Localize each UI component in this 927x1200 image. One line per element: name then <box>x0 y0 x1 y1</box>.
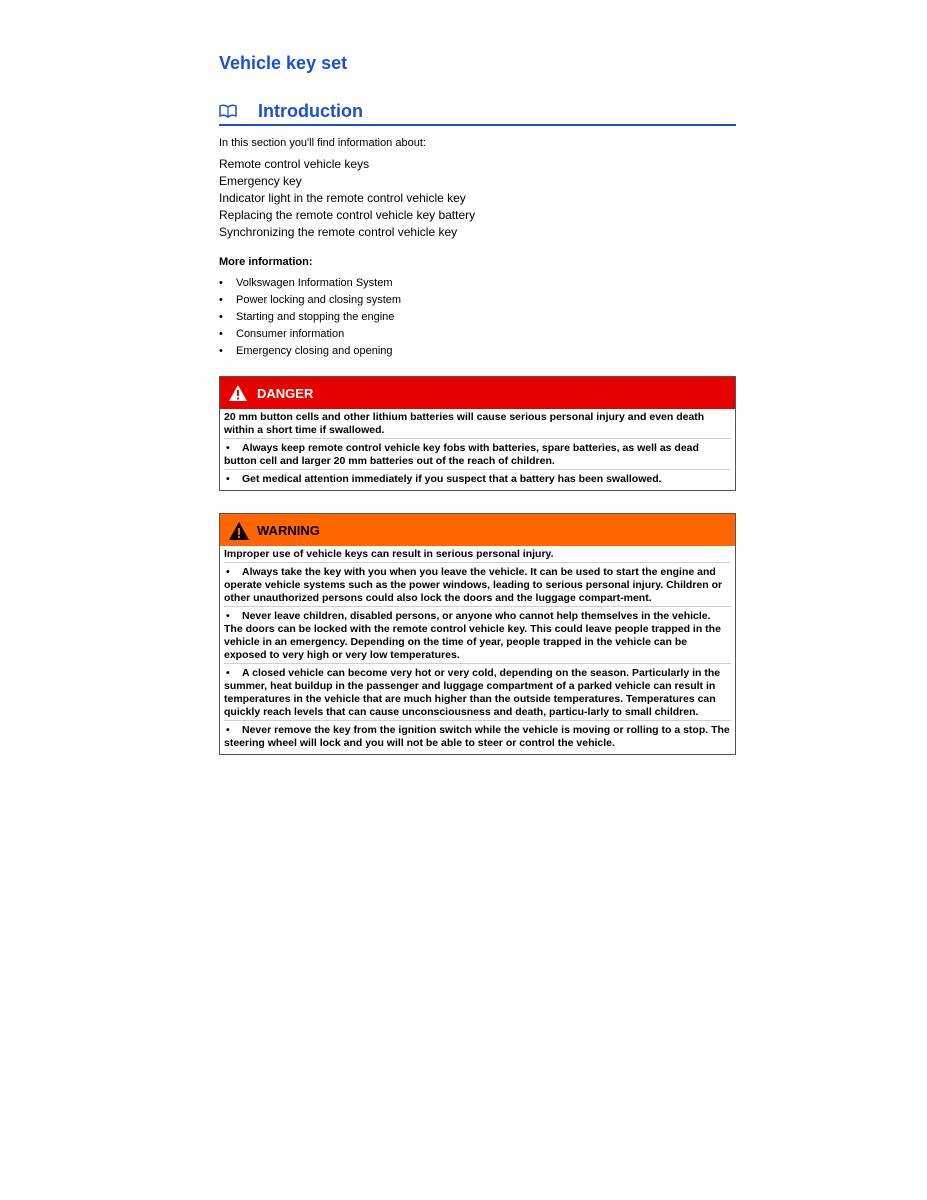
warning-triangle-icon <box>228 521 248 539</box>
bullet-icon: • <box>226 442 230 454</box>
list-item-label: Volkswagen Information System <box>236 277 393 289</box>
bullet-icon: • <box>226 566 230 578</box>
danger-lead: 20 mm button cells and other lithium batteries will cause serious personal injury and even death within a short time if swallowed. <box>224 411 731 439</box>
bullet-icon: • <box>226 724 230 736</box>
bullet-icon: • <box>226 473 230 485</box>
intro-text: In this section you'll find information about: <box>219 137 426 149</box>
warning-header <box>220 514 735 546</box>
list-item-label: Emergency closing and opening <box>236 345 393 357</box>
danger-label: DANGER <box>257 385 314 401</box>
danger-item: • Always keep remote control vehicle key fobs with batteries, spare batteries, as well as dead button cell and larger 20 mm batteries out of the reach of children. <box>224 442 731 470</box>
list-item[interactable] <box>219 326 736 343</box>
danger-item: • Get medical attention immediately if you suspect that a battery has been swallowed. <box>226 473 662 485</box>
book-icon <box>219 104 237 118</box>
warning-item: • Never leave children, disabled persons, or anyone who cannot help themselves in the vehicle. The doors can be locked with the remote control vehicle key. This could leave people trapped in the vehicle in an emergency. Depending on the time of year, people trapped in the vehicle can be exposed to very high or very low temperatures. <box>224 610 731 664</box>
bullet-icon: • <box>219 277 223 289</box>
page-content <box>219 52 736 755</box>
bullet-icon: • <box>219 328 223 340</box>
topic-link[interactable]: Emergency key <box>219 174 302 188</box>
warning-item: • Always take the key with you when you leave the vehicle. It can be used to start the engine and operate vehicle systems such as the power windows, leading to serious personal injury. Children or other unauthorized persons could also lock the doors and the luggage compart-ment. <box>224 566 731 607</box>
warning-item: • A closed vehicle can become very hot or very cold, depending on the season. Particularly in the summer, heat buildup in the passenger and luggage compartment of a parked vehicle can result in temperatures in the vehicle that are much higher than the outside temperatures. Temperatures can quickly reach levels that can cause unconsciousness and death, particu-larly to small children. <box>224 667 731 721</box>
topic-link[interactable]: Indicator light in the remote control vehicle key <box>219 191 466 205</box>
warning-item: • Never remove the key from the ignition switch while the vehicle is moving or rolling to a stop. The steering wheel will lock and you will not be able to steer or control the vehicle. <box>224 724 730 749</box>
list-item-label: Power locking and closing system <box>236 294 402 306</box>
list-item[interactable] <box>219 309 736 326</box>
warning-triangle-icon <box>228 384 248 402</box>
warning-lead: Improper use of vehicle keys can result in serious personal injury. <box>224 548 731 563</box>
bullet-icon: • <box>219 311 223 323</box>
bullet-icon: • <box>226 667 230 679</box>
more-information-list <box>219 275 736 360</box>
warning-label: WARNING <box>257 522 320 538</box>
list-item-label: Consumer information <box>236 328 345 340</box>
list-item[interactable] <box>219 343 736 360</box>
topic-link[interactable]: Remote control vehicle keys <box>219 157 370 171</box>
page-title: Vehicle key set <box>219 53 348 73</box>
danger-body <box>220 409 735 490</box>
section-header <box>219 100 736 126</box>
list-item[interactable] <box>219 275 736 292</box>
bullet-icon: • <box>219 294 223 306</box>
list-item[interactable] <box>219 292 736 309</box>
list-item-label: Starting and stopping the engine <box>236 311 395 323</box>
danger-box <box>219 376 736 491</box>
section-title: Introduction <box>258 101 363 121</box>
more-information-label: More information: <box>219 256 313 268</box>
topic-link[interactable]: Replacing the remote control vehicle key battery <box>219 208 476 222</box>
bullet-icon: • <box>219 345 223 357</box>
warning-box <box>219 513 736 755</box>
topic-link[interactable]: Synchronizing the remote control vehicle key <box>219 225 458 239</box>
danger-header <box>220 377 735 409</box>
bullet-icon: • <box>226 610 230 622</box>
warning-body <box>220 546 735 754</box>
topic-list <box>219 156 736 241</box>
